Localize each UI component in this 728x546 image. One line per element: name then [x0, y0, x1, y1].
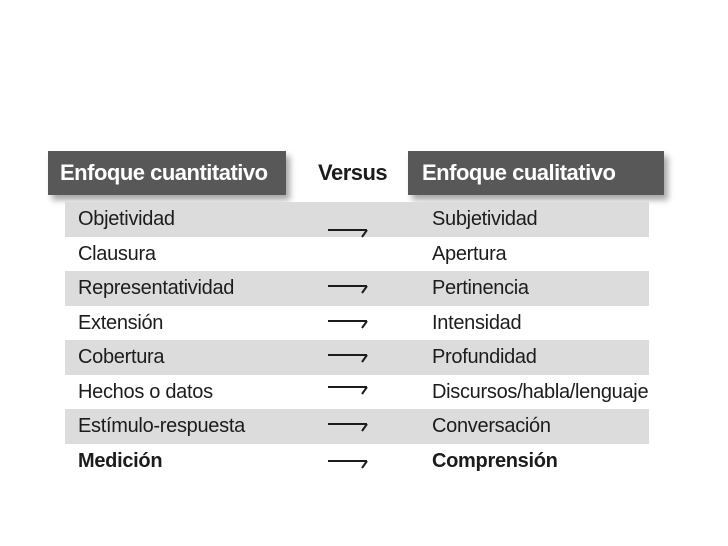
qualitative-term: Subjetividad — [432, 208, 538, 230]
comparison-table — [65, 202, 649, 478]
header-enfoque-cuantitativo: Enfoque cuantitativo — [48, 151, 286, 195]
qualitative-term: Profundidad — [432, 346, 537, 368]
table-row — [65, 306, 649, 341]
transition-arrow-icon — [327, 457, 371, 469]
quantitative-term: Medición — [78, 449, 163, 472]
qualitative-term: Pertinencia — [432, 277, 529, 299]
transition-arrow-icon — [327, 351, 371, 363]
table-row — [65, 375, 649, 410]
quantitative-term: Representatividad — [78, 277, 235, 299]
table-row — [65, 340, 649, 375]
table-row — [65, 271, 649, 306]
table-row — [65, 237, 649, 272]
header-versus: Versus — [318, 160, 388, 185]
quantitative-term: Cobertura — [78, 346, 165, 368]
quantitative-term: Estímulo-respuesta — [78, 415, 245, 437]
header-enfoque-cualitativo: Enfoque cualitativo — [408, 151, 664, 195]
transition-arrow-icon — [327, 420, 371, 432]
transition-arrow-icon — [327, 317, 371, 329]
quantitative-term: Objetividad — [78, 208, 175, 230]
qualitative-term: Intensidad — [432, 311, 522, 334]
table-row — [65, 202, 649, 237]
transition-arrow-icon — [327, 282, 371, 294]
table-row — [65, 409, 649, 444]
qualitative-term: Discursos/habla/lenguaje — [432, 380, 649, 403]
quantitative-term: Extensión — [78, 311, 164, 334]
table-row — [65, 444, 649, 479]
transition-arrow-icon — [327, 383, 371, 395]
quantitative-term: Hechos o datos — [78, 380, 213, 403]
qualitative-term: Comprensión — [432, 449, 558, 472]
qualitative-term: Conversación — [432, 415, 551, 437]
qualitative-term: Apertura — [432, 242, 507, 265]
quantitative-term: Clausura — [78, 242, 156, 265]
